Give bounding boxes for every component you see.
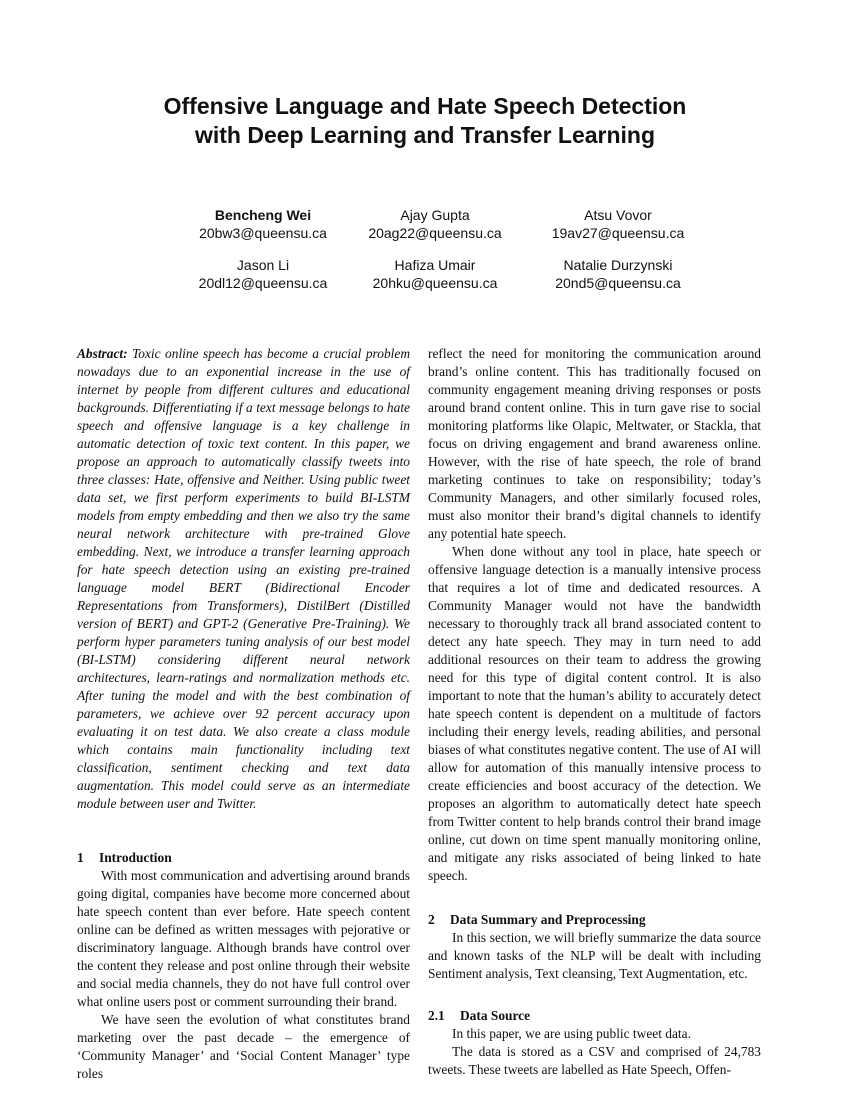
section-title: Data Summary and Preprocessing [450, 912, 646, 927]
section-title: Introduction [99, 850, 172, 865]
author-name: Jason Li [236, 257, 290, 273]
author-name: Ajay Gupta [400, 207, 470, 223]
section-heading-data-summary [428, 911, 761, 929]
section-heading-introduction [77, 849, 410, 867]
abstract-label: Abstract: [77, 346, 128, 361]
title-line-1: Offensive Language and Hate Speech Detection [163, 93, 687, 119]
intro-paragraph-1: With most communication and advertising around brands going digital, companies have become more concerned about hate speech content than ever before. Hate speech content online can be defined as written messages with pejorative or discriminatory language. Although brands have control over the content they release and post online through their website and social media channels, they do not have full control over what online users post or comment surrounding their brand. [77, 868, 410, 1009]
section-number: 1 [77, 850, 84, 865]
author-email: 20bw3@queensu.ca [199, 225, 327, 241]
right-column [428, 345, 761, 1079]
author-name: Bencheng Wei [214, 207, 312, 223]
subsection-title: Data Source [460, 1008, 531, 1023]
author-email: 20nd5@queensu.ca [555, 275, 681, 291]
title-line-2: with Deep Learning and Transfer Learning [194, 122, 656, 148]
author-block [503, 206, 733, 242]
author-email: 20hku@queensu.ca [372, 275, 498, 291]
author-name: Atsu Vovor [584, 207, 652, 223]
author-name: Natalie Durzynski [563, 257, 673, 273]
intro-paragraph-3: When done without any tool in place, hate speech or offensive language detection is a manually intensive process that requires a lot of time and dedicated resources. A Community Manager would not have the bandwidth necessary to thoroughly track all brand associated content to detect any hate speech. They may in turn need to add additional resources on their team to address the growing need for this type of digital content control. It is also important to note that the human’s ability to accurately detect hate speech content is dependent on a multitude of factors including their energy levels, reading abilities, and personal biases of what constitutes negative content. The use of AI will allow for automation of this manually intensive process to create efficiencies and boost accuracy of the detection. We proposes an algorithm to automatically detect hate speech from Twitter content to help brands control their brand image online, cut down on time spent manually monitoring online, and mitigate any risks associated of being linked to hate speech. [428, 544, 761, 883]
data-source-paragraph-2: The data is stored as a CSV and comprised of 24,783 tweets. These tweets are labelled as Hate Speech, Offen- [428, 1044, 761, 1077]
paper-title [60, 92, 790, 150]
author-email: 20dl12@queensu.ca [198, 275, 328, 291]
abstract-text: Toxic online speech has become a crucial problem nowadays due to an exponential increase in the use of internet by people from different cultures and educational backgrounds. Differentiating if a text message belongs to hate speech and offensive language is a key challenge in automatic detection of toxic text content. In this paper, we propose an approach to automatically classify tweets into three classes: Hate, offensive and Neither. Using public tweet data set, we first perform experiments to build BI-LSTM models from empty embedding and then we also try the same neural network architecture with pre-trained Glove embedding. Next, we introduce a transfer learning approach for hate speech detection using an existing pre-trained language model BERT (Bidirectional Encoder Representations from Transformers), DistilBert (Distilled version of BERT) and GPT-2 (Generative Pre-Training). We perform hyper parameters tuning analysis of our best model (BI-LSTM) considering different neural network architectures, learn-ratings and normalization methods etc. After tuning the model and with the best combination of parameters, we achieve over 92 percent accuracy upon evaluating it on test data. We also create a class module which contains main functionality including text classification, sentiment checking and text data augmentation. This model could serve as an intermediate module between user and Twitter. [77, 346, 410, 811]
author-email: 20ag22@queensu.ca [368, 225, 502, 241]
author-email: 19av27@queensu.ca [551, 225, 685, 241]
intro-paragraph-2: We have seen the evolution of what constitutes brand marketing over the past decade – the emergence of ‘Community Manager’ and ‘Social Content Manager’ type roles [77, 1012, 410, 1081]
data-summary-paragraph: In this section, we will briefly summarize the data source and known tasks of the NLP will be dealt with including Sentiment analysis, Text cleansing, Text Augmentation, etc. [428, 930, 761, 981]
subsection-heading-data-source [428, 1007, 761, 1025]
data-source-paragraph-1: In this paper, we are using public tweet data. [452, 1026, 691, 1041]
abstract [77, 345, 410, 813]
author-block [503, 256, 733, 292]
author-name: Hafiza Umair [394, 257, 476, 273]
left-column [77, 345, 410, 1083]
intro-paragraph-2-continued: reflect the need for monitoring the communication around brand’s online content. This has traditionally focused on community engagement meaning driving responses or posts around brand content online. This in turn gave rise to social monitoring platforms like Olapic, Meltwater, or Stackla, that focus on driving engagement and brand awareness online. However, with the rise of hate speech, the role of brand marketing continues to take on responsibility; today’s Community Managers, and other similarly focused roles, must also monitor their brand’s digital channels to identify any potential hate speech. [428, 346, 761, 541]
subsection-number: 2.1 [428, 1008, 445, 1023]
section-number: 2 [428, 912, 435, 927]
